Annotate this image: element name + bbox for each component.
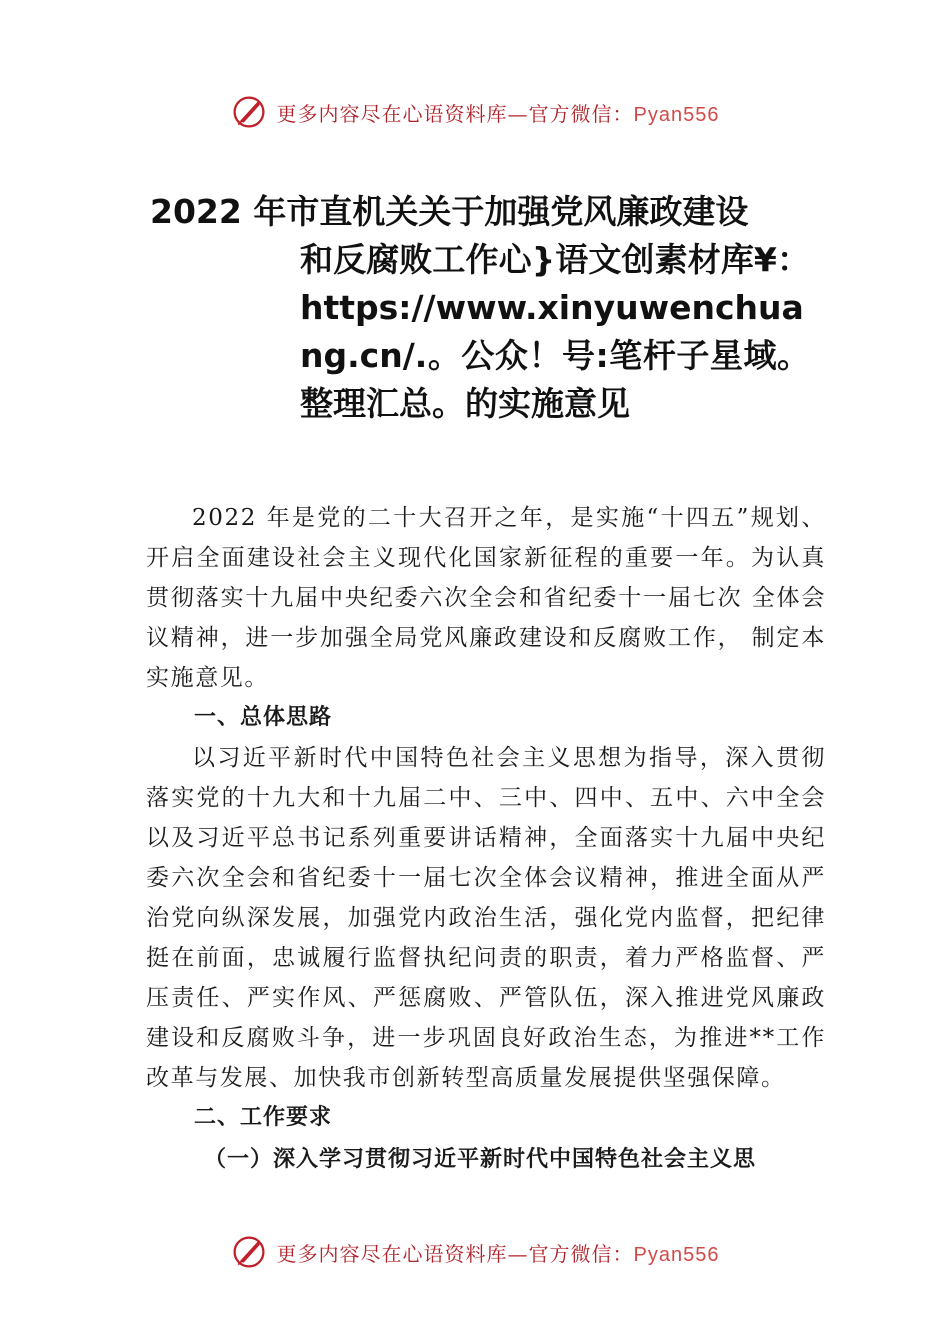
header-banner (0, 92, 950, 132)
banner-text: 更多内容尽在心语资料库—官方微信：Pyan556 (276, 1241, 720, 1266)
quill-logo-icon (231, 94, 267, 130)
subsection-heading-1: （一）深入学习贯彻习近平新时代中国特色社会主义思 (204, 1147, 757, 1172)
section-heading-2: 二、工作要求 (194, 1105, 333, 1130)
footer-banner (0, 1232, 950, 1272)
section-heading-1: 一、总体思路 (194, 705, 333, 730)
section-1-paragraph: 以习近平新时代中国特色社会主义思想为指导，深入贯彻落实党的十九大和十九届二中、三中、四中、五中、六中全会以及习近平总书记系列重要讲话精神，全面落实十九届中央纪委六次全会和省纪委十一届七次全体会议精神，推进全面从严治党向纵深发展，加强党内政治生活，强化党内监督，把纪律挺在前面，忠诚履行监督执纪问责的职责，着力严格监督、严压责任、严实作风、严惩腐败、严管队伍，深入推进党风廉政建设和反腐败斗争，进一步巩固良好政治生态，为推进**工作改革与发展、加快我市创新转型高质量发展提供坚强保障。 (146, 745, 826, 1091)
title-continuation: 和反腐败工作心}语文创素材库¥：https://www.xinyuwenchuang.cn/.。公众！号:笔杆子星域。整理汇总。的实施意见 (300, 240, 810, 423)
intro-paragraph: 2022 年是党的二十大召开之年，是实施“十四五”规划、开启全面建设社会主义现代化国家新征程的重要一年。为认真贯彻落实十九届中央纪委六次全会和省纪委十一届七次 全体会议精神，进一步加强全局党风廉政建设和反腐败工作， 制定本实施意见。 (146, 505, 826, 691)
wechat-id: Pyan556 (633, 103, 720, 126)
title-line-1: 2022 年市直机关关于加强党风廉政建设 (150, 192, 749, 231)
quill-logo-icon (231, 1234, 267, 1270)
document-title (150, 188, 810, 428)
document-body (146, 498, 826, 1182)
banner-text: 更多内容尽在心语资料库—官方微信：Pyan556 (276, 101, 720, 126)
wechat-id: Pyan556 (633, 1243, 720, 1266)
